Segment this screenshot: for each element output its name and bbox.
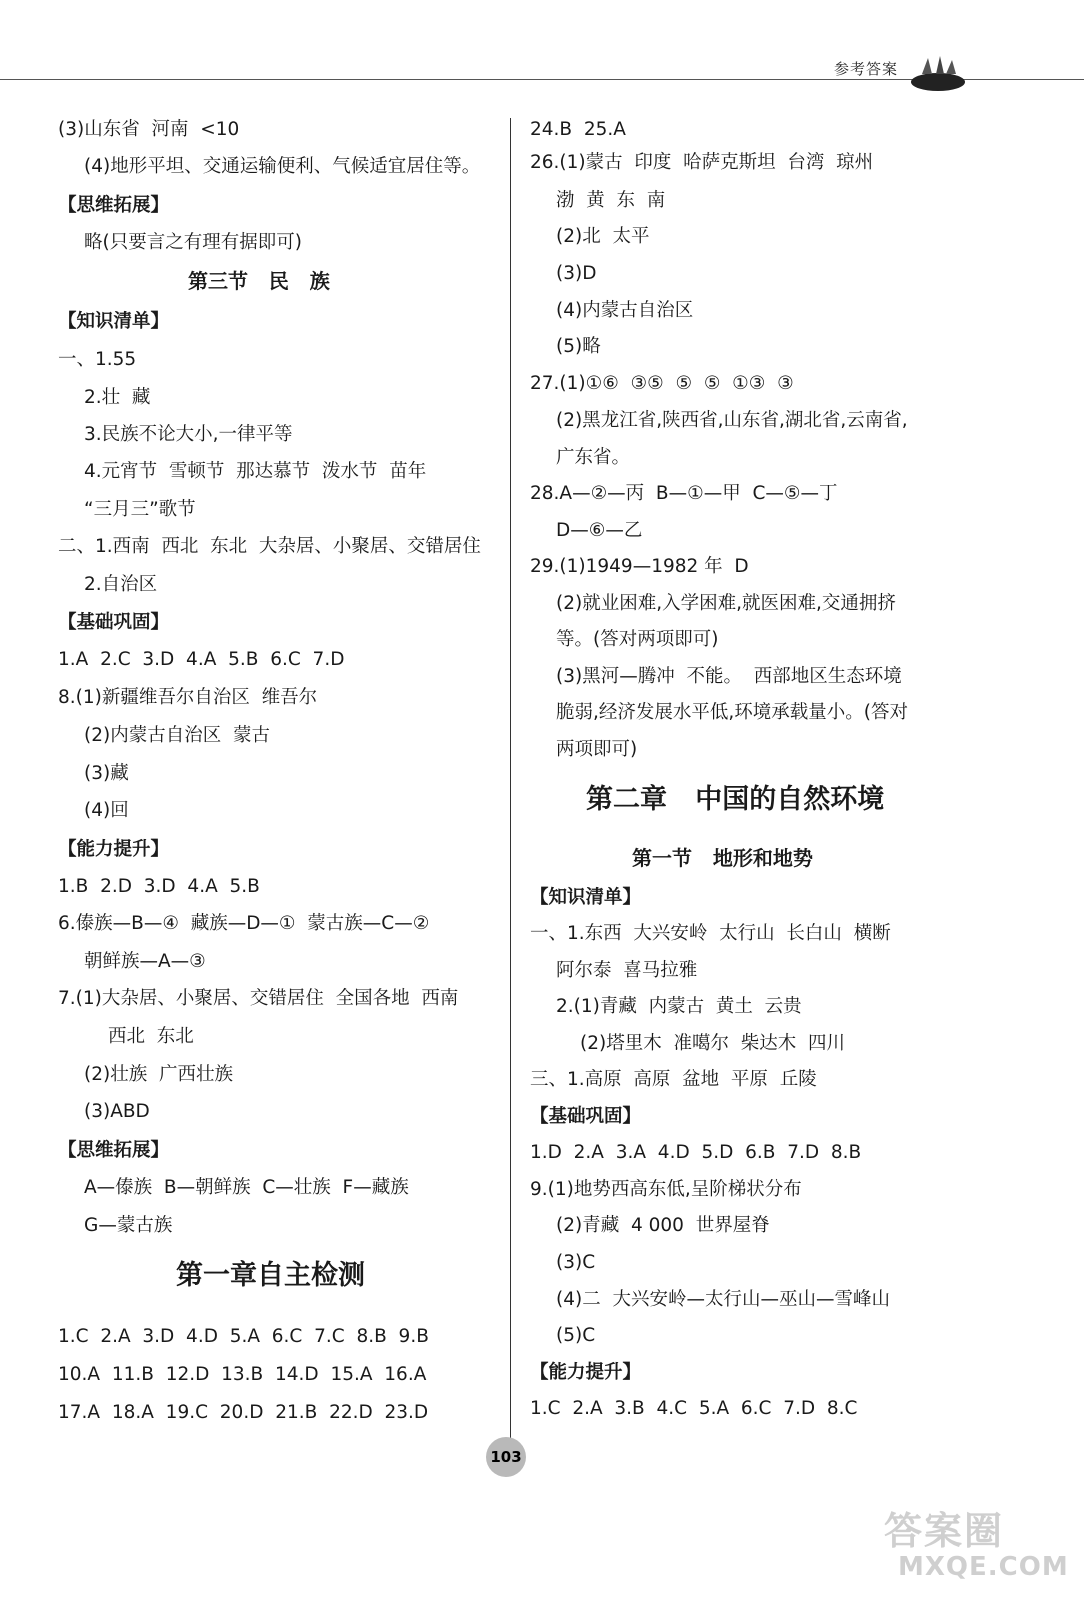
watermark-text: 答案圈 bbox=[884, 1509, 1005, 1553]
answer-line: 3.民族不论大小,一律平等 bbox=[84, 424, 293, 445]
answer-line: A—傣族 B—朝鲜族 C—壮族 F—藏族 bbox=[84, 1177, 409, 1198]
section-label: 【思维拓展】 bbox=[58, 195, 170, 216]
answer-line: (4)内蒙古自治区 bbox=[556, 300, 694, 321]
section-title: 第三节 民 族 bbox=[188, 269, 330, 293]
section-label: 【基础巩固】 bbox=[530, 1106, 642, 1127]
answer-line: 两项即可) bbox=[556, 739, 638, 760]
answer-line: (4)回 bbox=[84, 800, 129, 821]
answer-line: 2.壮 藏 bbox=[84, 387, 151, 408]
chapter-title: 第二章 中国的自然环境 bbox=[586, 784, 885, 815]
answer-line: 29.(1)1949—1982 年 D bbox=[530, 556, 749, 577]
answer-line: 渤 黄 东 南 bbox=[556, 190, 666, 211]
answer-line: 略(只要言之有理有据即可) bbox=[84, 232, 302, 253]
column-divider bbox=[510, 118, 511, 1448]
answer-line: D—⑥—乙 bbox=[556, 520, 643, 541]
answer-line: 2.自治区 bbox=[84, 574, 158, 595]
section-label: 【知识清单】 bbox=[530, 887, 642, 908]
answer-line: (2)青藏 4 000 世界屋脊 bbox=[556, 1215, 770, 1236]
answer-line: 7.(1)大杂居、小聚居、交错居住 全国各地 西南 bbox=[58, 988, 459, 1009]
answer-line: (5)C bbox=[556, 1325, 596, 1346]
answer-line: 1.C 2.A 3.D 4.D 5.A 6.C 7.C 8.B 9.B bbox=[58, 1326, 429, 1347]
answer-line: 等。(答对两项即可) bbox=[556, 629, 719, 650]
answer-line: 9.(1)地势西高东低,呈阶梯状分布 bbox=[530, 1179, 802, 1200]
answer-line: 4.元宵节 雪顿节 那达慕节 泼水节 苗年 bbox=[84, 461, 427, 482]
answer-line: 一、1.东西 大兴安岭 太行山 长白山 横断 bbox=[530, 923, 891, 944]
answer-line: (2)内蒙古自治区 蒙古 bbox=[84, 725, 270, 746]
section-label: 【能力提升】 bbox=[530, 1362, 642, 1383]
answer-line: 广东省。 bbox=[556, 447, 631, 468]
answer-line: (3)山东省 河南 <10 bbox=[58, 119, 240, 140]
answer-line: (3)ABD bbox=[84, 1101, 150, 1122]
section-label: 【知识清单】 bbox=[58, 311, 170, 332]
answer-line: 三、1.高原 高原 盆地 平原 丘陵 bbox=[530, 1069, 817, 1090]
answer-line: 24.B 25.A bbox=[530, 119, 626, 140]
header-emblem-icon bbox=[910, 52, 966, 92]
answer-line: G—蒙古族 bbox=[84, 1215, 173, 1236]
answer-line: 17.A 18.A 19.C 20.D 21.B 22.D 23.D bbox=[58, 1402, 429, 1423]
section-label: 【能力提升】 bbox=[58, 839, 170, 860]
answer-line: (3)黑河—腾冲 不能。 西部地区生态环境 bbox=[556, 666, 902, 687]
answer-line: 1.D 2.A 3.A 4.D 5.D 6.B 7.D 8.B bbox=[530, 1142, 862, 1163]
answer-line: 10.A 11.B 12.D 13.B 14.D 15.A 16.A bbox=[58, 1364, 427, 1385]
chapter-test-title: 第一章自主检测 bbox=[176, 1260, 365, 1291]
answer-line: (4)二 大兴安岭—太行山—巫山—雪峰山 bbox=[556, 1289, 890, 1310]
section-label: 【基础巩固】 bbox=[58, 612, 170, 633]
answer-line: 6.傣族—B—④ 藏族—D—① 蒙古族—C—② bbox=[58, 913, 430, 934]
watermark-url: MXQE.COM bbox=[898, 1552, 1069, 1582]
watermark bbox=[876, 1500, 1069, 1595]
answer-line: (2)就业困难,入学困难,就医困难,交通拥挤 bbox=[556, 593, 896, 614]
answer-line: 1.A 2.C 3.D 4.A 5.B 6.C 7.D bbox=[58, 649, 345, 670]
header-tag: 参考答案 bbox=[834, 60, 899, 78]
page-number: 103 bbox=[486, 1437, 526, 1477]
answer-line: (2)北 太平 bbox=[556, 226, 650, 247]
section-title: 第一节 地形和地势 bbox=[632, 846, 813, 870]
answer-line: 一、1.55 bbox=[58, 349, 137, 370]
answer-line: 阿尔泰 喜马拉雅 bbox=[556, 960, 698, 981]
answer-line: 西北 东北 bbox=[108, 1026, 194, 1047]
answer-line: 2.(1)青藏 内蒙古 黄土 云贵 bbox=[556, 996, 802, 1017]
answer-line: (5)略 bbox=[556, 336, 601, 357]
answer-line: (3)D bbox=[556, 263, 597, 284]
answer-line: 8.(1)新疆维吾尔自治区 维吾尔 bbox=[58, 687, 318, 708]
answer-line: (2)塔里木 准噶尔 柴达木 四川 bbox=[580, 1033, 845, 1054]
answer-line: (2)黑龙江省,陕西省,山东省,湖北省,云南省, bbox=[556, 410, 908, 431]
answer-line: (3)藏 bbox=[84, 763, 129, 784]
answer-line: 1.B 2.D 3.D 4.A 5.B bbox=[58, 876, 260, 897]
answer-line: (3)C bbox=[556, 1252, 596, 1273]
answer-line: “三月三”歌节 bbox=[84, 499, 196, 520]
answer-line: 28.A—②—丙 B—①—甲 C—⑤—丁 bbox=[530, 483, 838, 504]
answer-line: (2)壮族 广西壮族 bbox=[84, 1064, 233, 1085]
answer-line: 朝鲜族—A—③ bbox=[84, 951, 206, 972]
answer-line: 26.(1)蒙古 印度 哈萨克斯坦 台湾 琼州 bbox=[530, 152, 874, 173]
answer-line: 脆弱,经济发展水平低,环境承载量小。(答对 bbox=[556, 702, 908, 723]
answer-line: (4)地形平坦、交通运输便利、气候适宜居住等。 bbox=[84, 156, 481, 177]
answer-line: 二、1.西南 西北 东北 大杂居、小聚居、交错居住 bbox=[58, 536, 481, 557]
answer-line: 27.(1)①⑥ ③⑤ ⑤ ⑤ ①③ ③ bbox=[530, 373, 794, 394]
answer-line: 1.C 2.A 3.B 4.C 5.A 6.C 7.D 8.C bbox=[530, 1398, 858, 1419]
section-label: 【思维拓展】 bbox=[58, 1140, 170, 1161]
